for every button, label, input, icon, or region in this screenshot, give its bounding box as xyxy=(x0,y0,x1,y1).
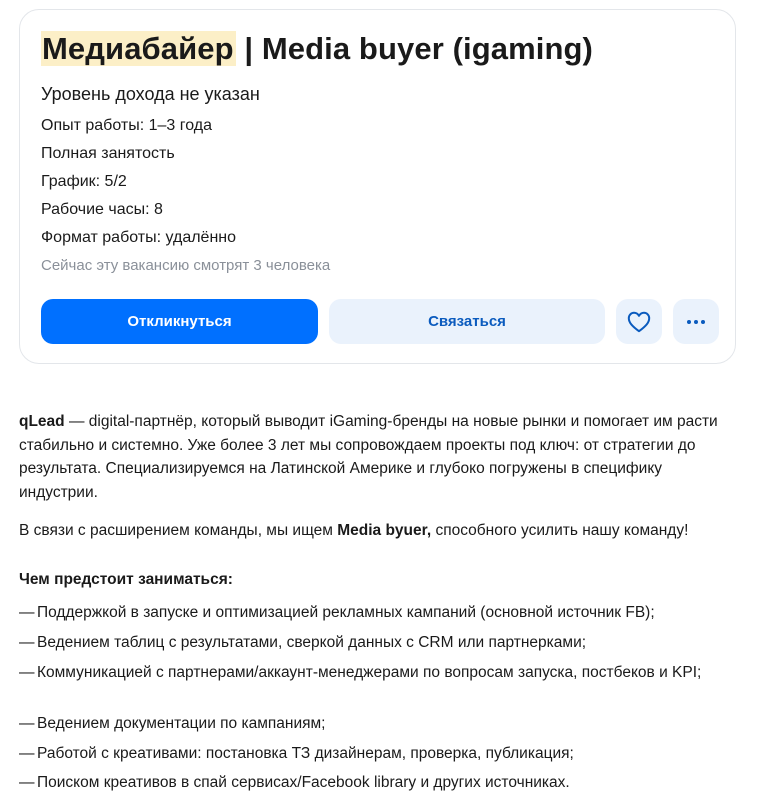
search-prefix: В связи с расширением команды, мы ищем xyxy=(19,522,338,539)
search-role: Media byuer, xyxy=(337,522,432,539)
company-name: qLead xyxy=(19,413,65,430)
employment-info: Полная занятость xyxy=(41,145,175,162)
tasks-heading: Чем предстоит заниматься: xyxy=(19,571,233,588)
list-item-text: Поддержкой в запуске и оптимизацией рекламных кампаний (основной источник FB); xyxy=(37,604,655,621)
hours-info: Рабочие часы: 8 xyxy=(41,201,163,218)
work-format-info: Формат работы: удалённо xyxy=(41,229,237,246)
vacancy-title xyxy=(41,30,593,68)
list-item xyxy=(19,743,741,765)
list-item-text: Ведением документации по кампаниям; xyxy=(37,715,326,732)
search-statement xyxy=(19,519,741,543)
list-item xyxy=(19,713,741,735)
list-item xyxy=(19,772,741,794)
list-dash: — xyxy=(19,715,35,732)
favorite-button[interactable] xyxy=(616,299,662,344)
more-horizontal-icon xyxy=(686,319,706,325)
search-suffix: способного усилить нашу команду! xyxy=(431,522,689,539)
list-item-text: Ведением таблиц с результатами, сверкой данных с CRM или партнерками; xyxy=(37,634,587,651)
viewers-count: Сейчас эту вакансию смотрят 3 человека xyxy=(41,257,331,274)
list-item-text: Коммуникацией с партнерами/аккаунт-менеджерами по вопросам запуска, постбеков и KPI; xyxy=(37,664,702,681)
vacancy-card xyxy=(19,9,736,364)
list-dash: — xyxy=(19,634,35,651)
list-dash: — xyxy=(19,774,35,791)
title-highlight: Медиабайер xyxy=(42,31,234,66)
list-item xyxy=(19,662,741,684)
schedule-info: График: 5/2 xyxy=(41,173,127,190)
experience-info: Опыт работы: 1–3 года xyxy=(41,117,213,134)
list-dash: — xyxy=(19,604,35,621)
company-intro xyxy=(19,410,741,504)
list-item xyxy=(19,632,741,654)
list-item xyxy=(19,602,741,624)
list-dash: — xyxy=(19,745,35,762)
list-dash: — xyxy=(19,664,35,681)
list-item-text: Работой с креативами: постановка ТЗ дизайнерам, проверка, публикация; xyxy=(37,745,574,762)
company-intro-text: — digital-партнёр, который выводит iGaming-бренды на новые рынки и помогает им расти стабильно и системно. Уже более 3 лет мы сопровождаем проекты под ключ: от стратегии до результата. Специализируемся на Латинской Америке и глубоко погружены в специфику индустрии. xyxy=(19,413,718,501)
more-button[interactable] xyxy=(673,299,719,344)
contact-button[interactable]: Связаться xyxy=(329,299,605,344)
salary-info: Уровень дохода не указан xyxy=(41,84,260,104)
apply-button[interactable]: Откликнуться xyxy=(41,299,318,344)
heart-icon xyxy=(627,311,651,333)
list-item-text: Поиском креативов в спай сервисах/Facebook library и других источниках. xyxy=(37,774,570,791)
title-rest: | Media buyer (igaming) xyxy=(235,31,593,66)
